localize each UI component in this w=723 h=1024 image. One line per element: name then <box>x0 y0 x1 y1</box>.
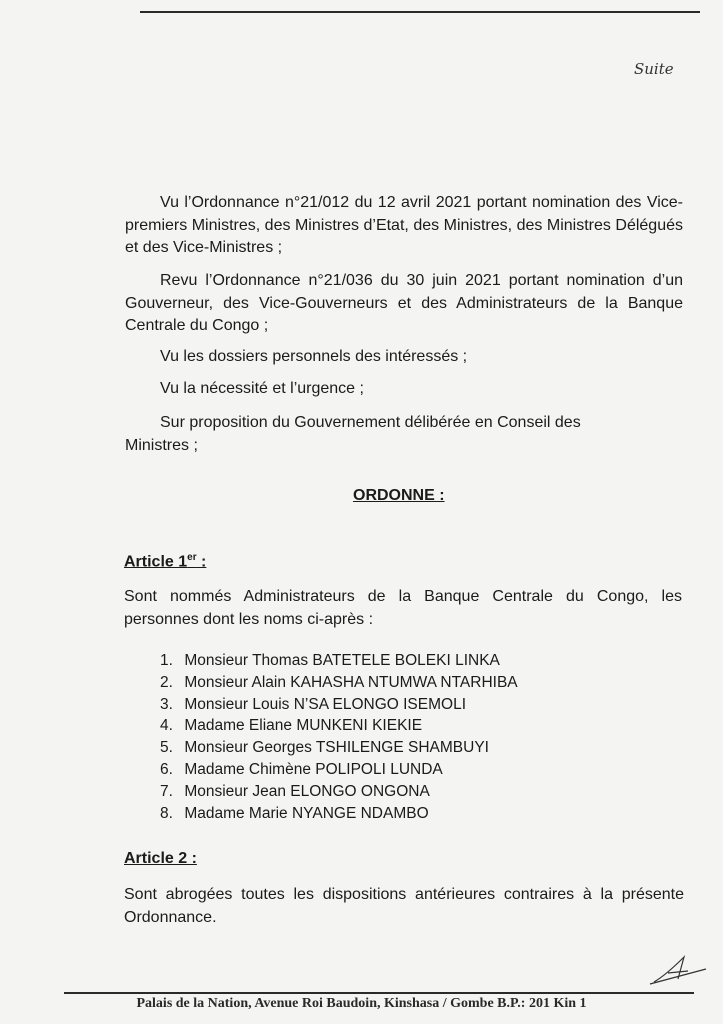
list-item: 5. Monsieur Georges TSHILENGE SHAMBUYI <box>160 739 489 757</box>
bottom-rule <box>64 992 694 994</box>
footer-address: Palais de la Nation, Avenue Roi Baudoin, Kinshasa / Gombe B.P.: 201 Kin 1 <box>136 996 587 1011</box>
preamble-paragraph-4: Vu la nécessité et l’urgence ; <box>160 380 364 397</box>
initials-mark <box>648 955 708 987</box>
article-1-heading: Article 1er : <box>124 552 207 571</box>
appointee-list <box>160 650 518 824</box>
decree-heading: ORDONNE : <box>353 487 445 504</box>
top-rule <box>140 11 700 13</box>
article-1-text: Sont nommés Administrateurs de la Banque Centrale du Congo, les personnes dont les noms ci-après : <box>124 588 682 628</box>
list-item: 1. Monsieur Thomas BATETELE BOLEKI LINKA <box>160 652 500 669</box>
preamble-paragraph-2: Revu l’Ordonnance n°21/036 du 30 juin 2021 portant nomination d’un Gouverneur, des Vice-Gouverneurs et des Administrateurs de la Banque Centrale du Congo ; <box>125 272 683 334</box>
preamble-paragraph-3: Vu les dossiers personnels des intéressés ; <box>160 348 468 365</box>
preamble-paragraph-5: Sur proposition du Gouvernement délibérée en Conseil des Ministres ; <box>125 414 581 454</box>
list-item: 3. Monsieur Louis N’SA ELONGO ISEMOLI <box>160 695 466 713</box>
article-2-heading: Article 2 : <box>124 850 197 867</box>
article-2-text: Sont abrogées toutes les dispositions antérieures contraires à la présente Ordonnance. <box>124 886 684 926</box>
continuation-note: Suite <box>634 60 674 78</box>
list-item: 4. Madame Eliane MUNKENI KIEKIE <box>160 717 423 735</box>
list-item: 7. Monsieur Jean ELONGO ONGONA <box>160 782 430 800</box>
preamble-paragraph-1: Vu l’Ordonnance n°21/012 du 12 avril 2021 portant nomination des Vice-premiers Ministres, des Ministres d’Etat, des Ministres, des Ministres Délégués et des Vice-Ministres ; <box>125 194 683 256</box>
list-item: 6. Madame Chimène POLIPOLI LUNDA <box>160 760 443 778</box>
list-item: 8. Madame Marie NYANGE NDAMBO <box>160 804 429 822</box>
list-item: 2. Monsieur Alain KAHASHA NTUMWA NTARHIBA <box>160 673 518 691</box>
